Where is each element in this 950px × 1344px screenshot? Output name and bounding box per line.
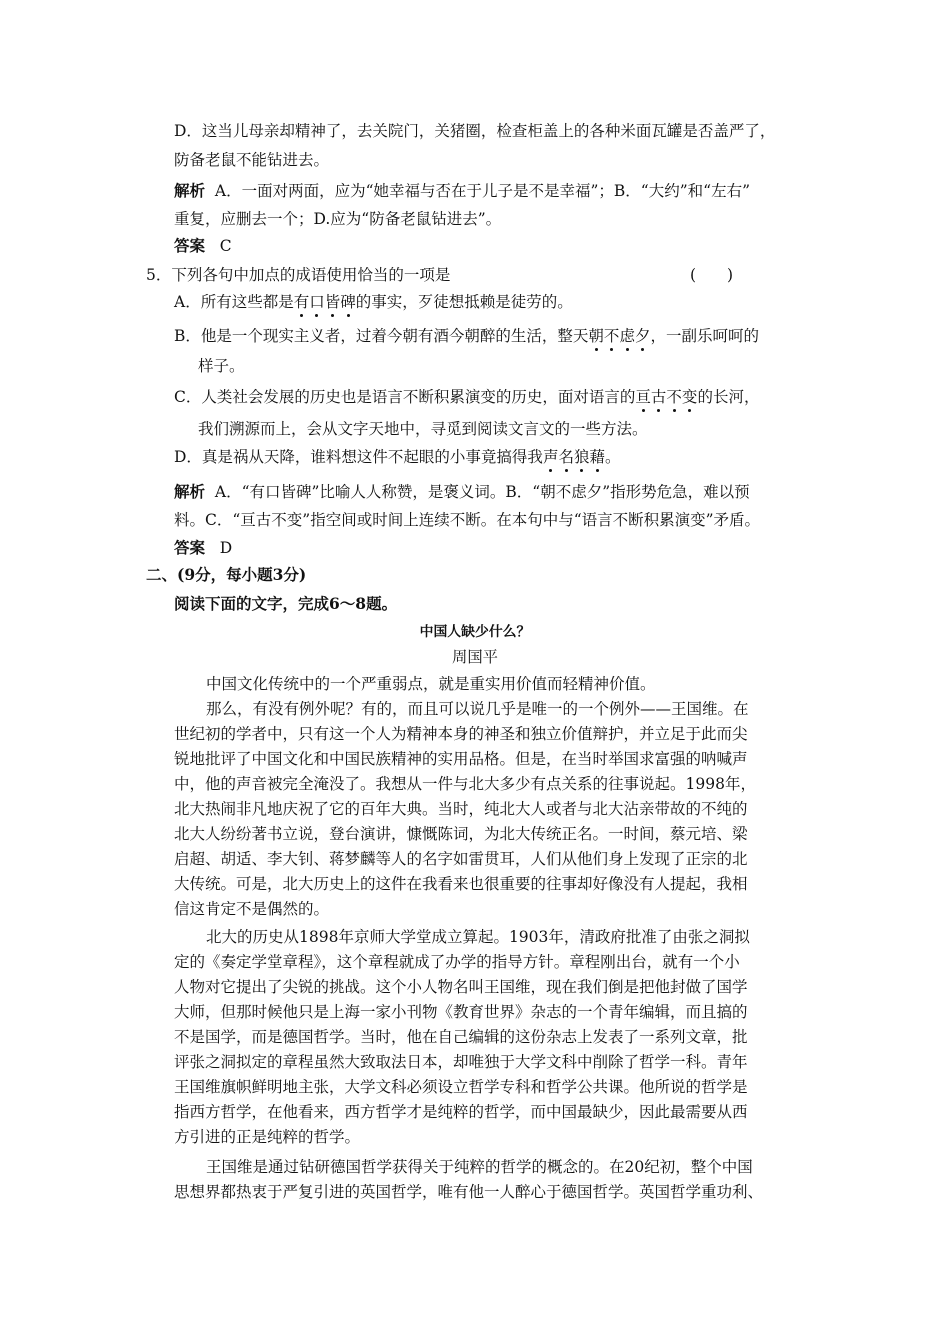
q4-analysis-label: 解析 <box>174 181 206 200</box>
q4-analysis-line2: 重复，应删去一个；D.应为“防备老鼠钻进去”。 <box>174 210 502 228</box>
dotted-char: 名 <box>558 448 574 466</box>
dotted-char: 不 <box>666 388 682 406</box>
q5-answer-value: D <box>219 539 233 557</box>
q4-option-d-line2: 防备老鼠不能钻进去。 <box>174 151 330 169</box>
article-line: 启超、胡适、李大钊、蒋梦麟等人的名字如雷贯耳，人们从他们身上发现了正宗的北 <box>174 850 748 868</box>
dotted-char: 夕 <box>634 327 651 345</box>
q5-answer-parentheses: ( ) <box>690 266 734 284</box>
article-line: 王国维是通过钻研德国哲学获得关于纯粹的哲学的概念的。在20纪初，整个中国 <box>206 1158 753 1176</box>
q5-analysis-line2: 料。C．“亘古不变”指空间或时间上连续不断。在本句中与“语言不断积累演变”矛盾。 <box>174 511 761 529</box>
q5-option-c-post: 的长河， <box>697 388 760 406</box>
dotted-char: 有 <box>293 293 310 311</box>
q4-answer-label: 答案 <box>174 236 206 255</box>
article-title: 中国人缺少什么？ <box>419 624 531 640</box>
article-line: 锐地批评了中国文化和中国民族精神的实用品格。但是，在当时举国求富强的呐喊声 <box>174 750 748 768</box>
article-author: 周国平 <box>452 648 498 666</box>
article-line: 方引进的正是纯粹的哲学。 <box>174 1128 361 1146</box>
q5-option-a <box>174 292 573 312</box>
q5-analysis-line1 <box>174 482 750 502</box>
q4-analysis-line1 <box>174 181 750 201</box>
q5-option-b-post: ，一副乐呵呵的 <box>650 327 759 345</box>
q5-analysis-text: A．“有口皆碑”比喻人人称赞，是褒义词。B．“朝不虑夕”指形势危急，难以预 <box>214 483 750 501</box>
article-line: 不是国学，而是德国哲学。当时，他在自己编辑的这份杂志上发表了一系列文章，批 <box>174 1028 748 1046</box>
dotted-char: 碑 <box>340 293 356 311</box>
q5-answer <box>174 538 232 558</box>
dotted-char: 狼 <box>573 448 590 466</box>
article-line: 中国文化传统中的一个严重弱点，就是重实用价值而轻精神价值。 <box>206 675 656 693</box>
q5-option-c <box>174 387 759 407</box>
dotted-char: 虑 <box>619 327 635 345</box>
article-line: 北大人纷纷著书立说，登台演讲，慷慨陈词，为北大传统正名。一时间，蔡元培、梁 <box>174 825 748 843</box>
q5-option-d-pre: D．真是祸从天降，谁料想这件不起眼的小事竟搞得我 <box>174 448 543 466</box>
dotted-char: 皆 <box>324 293 341 311</box>
q4-answer <box>174 236 232 256</box>
dotted-char: 变 <box>681 388 698 406</box>
q5-analysis-label: 解析 <box>174 482 206 501</box>
q5-option-c-pre: C．人类社会发展的历史也是语言不断积累演变的历史，面对语言的 <box>174 388 636 406</box>
article-line: 人物对它提出了尖锐的挑战。这个小人物名叫王国维，现在我们倒是把他封做了国学 <box>174 978 748 996</box>
section-instruction: 阅读下面的文字，完成6～8题。 <box>174 594 398 613</box>
article-line: 思想界都热衷于严复引进的英国哲学，唯有他一人醉心于德国哲学。英国哲学重功利、 <box>174 1183 764 1201</box>
article-line: 大师，但那时候他只是上海一家小刊物《教育世界》杂志的一个青年编辑，而且搞的 <box>174 1003 748 1021</box>
dotted-char: 不 <box>603 327 620 345</box>
dotted-char: 藉 <box>589 448 605 466</box>
q4-analysis-text: A．一面对两面，应为“她幸福与否在于儿子是不是幸福”；B．“大约”和“左右” <box>214 182 751 200</box>
article-line: 指西方哲学，在他看来，西方哲学才是纯粹的哲学，而中国最缺少，因此最需要从西 <box>174 1103 748 1121</box>
dotted-char: 声 <box>542 448 559 466</box>
q4-option-d-line1: D．这当儿母亲却精神了，去关院门，关猪圈，检查柜盖上的各种米面瓦罐是否盖严了， <box>174 122 776 140</box>
article-line: 王国维旗帜鲜明地主张，大学文科必须设立哲学专科和哲学公共课。他所说的哲学是 <box>174 1078 748 1096</box>
q5-option-b-line2: 样子。 <box>198 357 245 375</box>
article-line: 信这肯定不是偶然的。 <box>174 900 330 918</box>
q5-option-b <box>174 326 759 346</box>
dotted-char: 亘 <box>635 388 651 406</box>
article-line: 定的《奏定学堂章程》，这个章程就成了办学的指导方针。章程刚出台，就有一个小 <box>174 953 740 971</box>
dotted-char: 朝 <box>588 327 604 345</box>
q5-option-d-post: 。 <box>605 448 621 466</box>
q5-option-a-pre: A．所有这些都是 <box>174 293 294 311</box>
q5-option-a-post: 的事实，歹徒想抵赖是徒劳的。 <box>355 293 573 311</box>
q5-answer-label: 答案 <box>174 538 206 557</box>
article-line: 北大的历史从1898年京师大学堂成立算起。1903年，清政府批准了由张之洞拟 <box>206 928 750 946</box>
article-line: 中，他的声音被完全淹没了。我想从一件与北大多少有点关系的往事说起。1998年， <box>174 775 756 793</box>
q5-stem: 5．下列各句中加点的成语使用恰当的一项是 <box>146 266 451 284</box>
section-heading: 二、(9分，每小题3分) <box>146 565 307 584</box>
article-line: 北大热闹非凡地庆祝了它的百年大典。当时，纯北大人或者与北大沾亲带故的不纯的 <box>174 800 748 818</box>
q5-option-d <box>174 447 621 467</box>
dotted-char: 古 <box>650 388 667 406</box>
dotted-char: 口 <box>309 293 325 311</box>
article-line: 大传统。可是，北大历史上的这件在我看来也很重要的往事却好像没有人提起，我相 <box>174 875 748 893</box>
article-line: 世纪初的学者中，只有这一个人为精神本身的神圣和独立价值辩护，并立足于此而尖 <box>174 725 748 743</box>
q4-answer-value: C <box>219 237 232 255</box>
q5-option-b-pre: B．他是一个现实主义者，过着今朝有酒今朝醉的生活，整天 <box>174 327 589 345</box>
article-line: 那么，有没有例外呢？有的，而且可以说几乎是唯一的一个例外——王国维。在 <box>206 700 749 718</box>
article-line: 评张之洞拟定的章程虽然大致取法日本，却唯独于大学文科中削除了哲学一科。青年 <box>174 1053 748 1071</box>
q5-option-c-line2: 我们溯源而上，会从文字天地中，寻觅到阅读文言文的一些方法。 <box>198 420 648 438</box>
